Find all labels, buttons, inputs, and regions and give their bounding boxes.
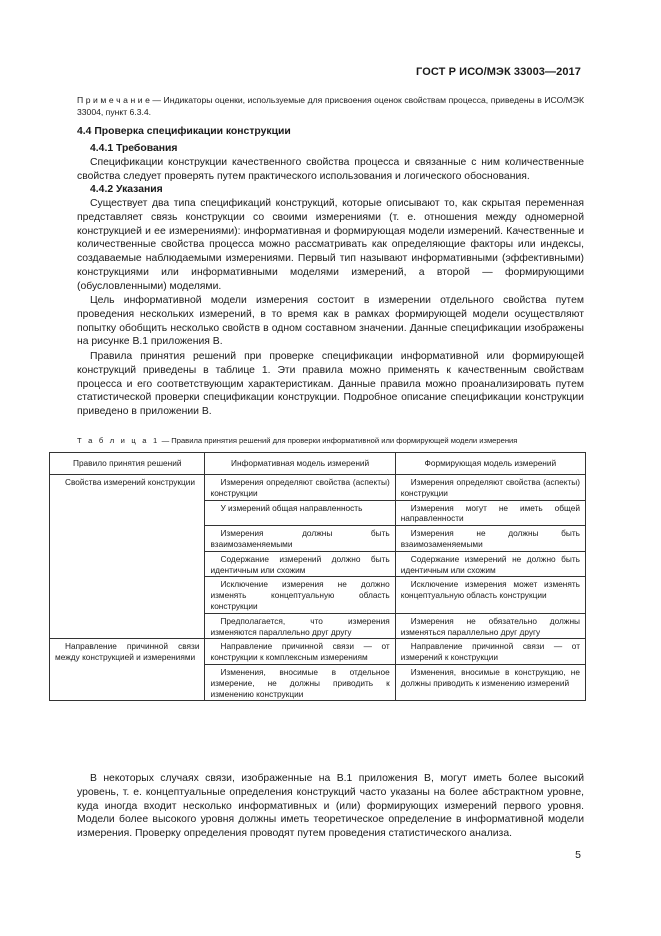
group-cell <box>50 475 205 639</box>
table-caption-text: — Правила принятия решений для проверки информативной или формирующей модели измерения <box>159 436 518 445</box>
table-cell: Изменения, вносимые в конструкцию, не должны приводить к изменению измерений <box>395 664 585 700</box>
table-caption-label: Т а б л и ц а 1 <box>77 436 160 445</box>
header-cell: Формирующая модель измерений <box>395 453 585 475</box>
header-cell: Информативная модель измерений <box>205 453 395 475</box>
table-cell: У измерений общая направленность <box>205 500 395 526</box>
header-cell: Правило принятия решений <box>50 453 205 475</box>
table-cell: Измерения должны быть взаимозаменяемыми <box>205 526 395 552</box>
table-cell: Исключение измерения может изменять концептуальную область конструкции <box>395 577 585 613</box>
table-cell: Изменения, вносимые в отдельное измерение, не должны приводить к изменению конструкции <box>205 664 395 700</box>
table-cell: Содержание измерений должно быть идентичным или схожим <box>205 551 395 577</box>
document-header: ГОСТ Р ИСО/МЭК 33003—2017 <box>416 66 581 78</box>
table-cell: Направление причинной связи — от измерений к конструкции <box>395 639 585 665</box>
section-4-4-1-text: Спецификации конструкции качественного свойства процесса и связанные с ним количественные свойства следует проверять путем практического использования и логического обоснования. <box>77 157 584 182</box>
group-label: Направление причинной связи между конструкцией и измерениями <box>55 641 200 663</box>
table-row <box>50 475 586 501</box>
section-4-4-2-heading: 4.4.2 Указания <box>90 184 163 195</box>
note <box>77 94 584 118</box>
section-4-4-1-heading: 4.4.1 Требования <box>90 143 178 154</box>
table-header-row <box>50 453 586 475</box>
table-cell: Измерения могут не иметь общей направленности <box>395 500 585 526</box>
table-cell: Направление причинной связи — от конструкции к комплексным измерениям <box>205 639 395 665</box>
final-paragraph: В некоторых случаях связи, изображенные на B.1 приложения B, могут иметь более высокий уровень, т. е. концептуальные определения конструкций часто указаны на более абстрактном уровне, куда иногда входит несколько информативных и (или) формирующих измерений первого уровня. Модели более высокого уровня должны иметь теоретическое определение в информативной модели измерения. Проверку определения проводят путем проведения статистического анализа. <box>77 773 584 840</box>
section-4-4-heading: 4.4 Проверка спецификации конструкции <box>77 126 291 137</box>
section-4-4-2-para-1: Существует два типа спецификаций конструкций, которые описывают то, как скрытая переменная представляет связь конструкции со своими измерениями (т. е. отношения между одномерной конструкцией и ее измерениями): информативная и формирующая модели измерений. Качественные и количественные свойства процесса можно рассматривать как определяющие факторы или индексы, создаваемые наблюдаемыми измерениями. Первый тип называют информативными (эффективными) конструкциями или информативными моделями измерений, а второй — формирующими (обусловленными) моделями. <box>77 198 584 292</box>
table-cell: Измерения не должны быть взаимозаменяемыми <box>395 526 585 552</box>
table-cell: Измерения не обязательно должны изменяться параллельно друг другу <box>395 613 585 639</box>
table-cell: Измерения определяют свойства (аспекты) конструкции <box>395 475 585 501</box>
decision-rules-table <box>49 452 586 701</box>
page-number: 5 <box>575 849 581 861</box>
group-cell <box>50 639 205 701</box>
note-text: — Индикаторы оценки, используемые для присвоения оценок свойствам процесса, приведены в ИСО/МЭК 33004, пункт 6.3.4. <box>77 95 584 117</box>
table-cell: Измерения определяют свойства (аспекты) конструкции <box>205 475 395 501</box>
table-cell: Содержание измерений не должно быть идентичным или схожим <box>395 551 585 577</box>
table-cell: Исключение измерения не должно изменять концептуальную область конструкции <box>205 577 395 613</box>
table-row <box>50 639 586 665</box>
group-label: Свойства измерений конструкции <box>65 477 196 487</box>
note-label: П р и м е ч а н и е <box>77 95 150 105</box>
section-4-4-2-para-3: Правила принятия решений при проверке спецификации информативной или формирующей конструкций приведены в таблице 1. Эти правила можно применять к качественным свойствам процесса и его соответствующим характеристикам. Данные правила можно проанализировать путем статистической проверки спецификации конструкции. Подробное описание спецификации конструкции приведено в приложении B. <box>77 351 584 418</box>
section-4-4-2-para-2: Цель информативной модели измерения состоит в измерении отдельного свойства путем проведения нескольких измерений, в то время как в рамках формирующей модели осуществляют попытку обобщить несколько свойств в одном составном значении. Данные спецификации изображены на рисунке B.1 приложения B. <box>77 295 584 348</box>
table-caption <box>77 436 517 445</box>
table-cell: Предполагается, что измерения изменяются параллельно друг другу <box>205 613 395 639</box>
